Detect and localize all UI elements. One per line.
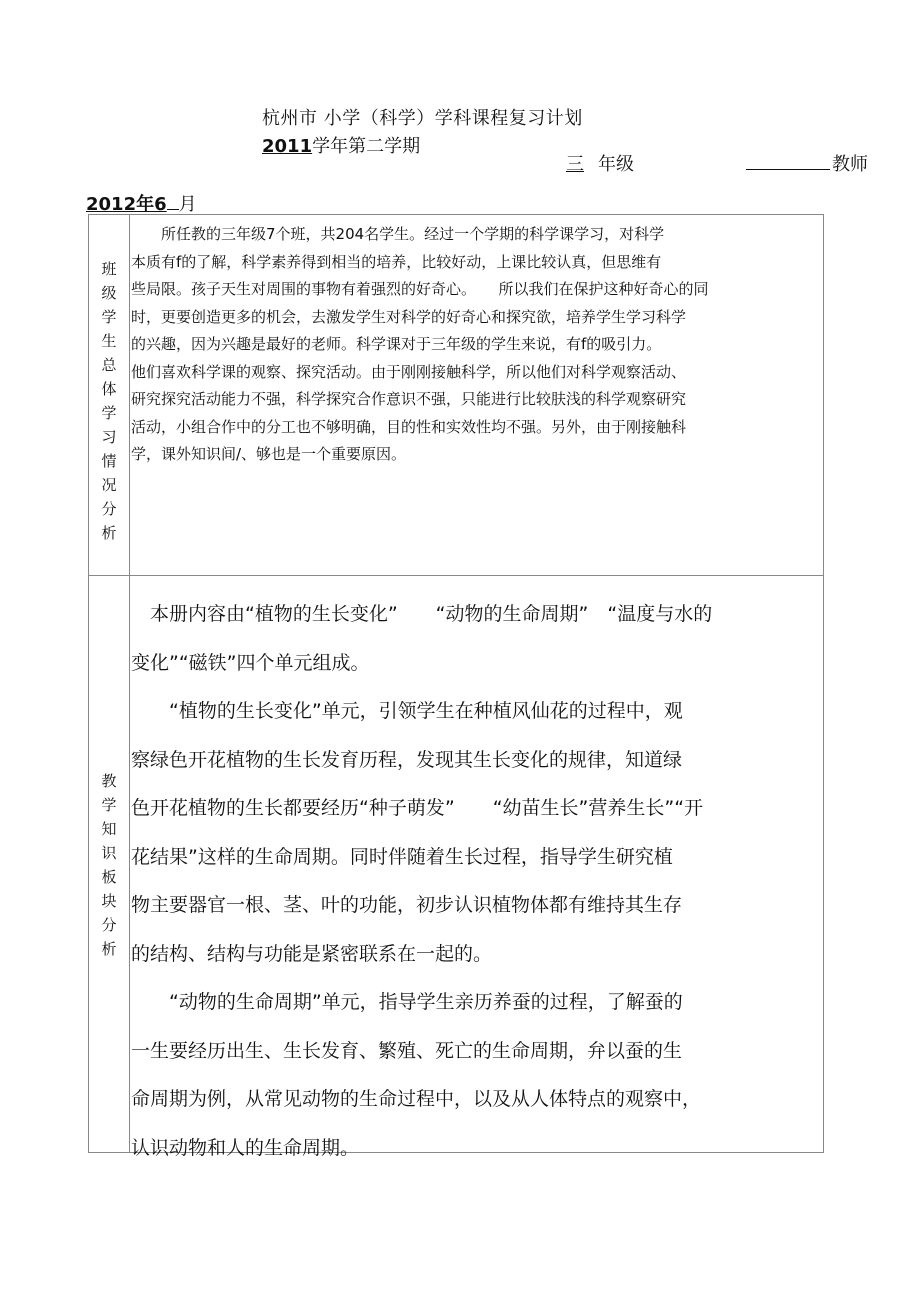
text-line: 研究探究活动能力不强，科学探究合作意识不强，只能进行比较肤浅的科学观察研究 — [131, 390, 687, 408]
label-char: 学 — [101, 308, 117, 326]
knowledge-analysis-text — [131, 590, 825, 1172]
student-analysis-text — [131, 221, 825, 469]
date-month-label: 月 — [178, 194, 197, 215]
text-line: 所任教的三年级7个班，共204名学生。经过一个学期的科学课学习，对科学 — [131, 225, 665, 243]
text-line: 命周期为例，从常见动物的生命过程中，以及从人体特点的观察中， — [131, 1088, 702, 1110]
student-analysis-label — [89, 257, 129, 545]
text-line: 时，更要创造更多的机会，去激发学生对科学的好奇心和探究欲，培养学生学习科学 — [131, 307, 687, 326]
text-line: “动物的生命周期”单元，指导学生亲历养蚕的过程，了解蚕的 — [131, 991, 683, 1013]
label-char: 知 — [101, 820, 117, 838]
school-year: 2011 — [262, 136, 313, 157]
text-line: 他们喜欢科学课的观察、探究活动。由于刚刚接触科学，所以他们对科学观察活动、 — [131, 362, 687, 381]
plan-table — [88, 214, 824, 1159]
label-char: 块 — [101, 892, 117, 910]
label-char: 分 — [101, 916, 117, 934]
label-char: 板 — [101, 868, 117, 886]
knowledge-analysis-label — [89, 769, 129, 961]
label-char: 级 — [101, 284, 117, 302]
text-line: 本质有f的了解，科学素养得到相当的培养，比较好动，上课比较认真，但思维有 — [131, 252, 662, 271]
grade-label: 年级 — [598, 154, 634, 175]
label-char: 况 — [101, 476, 117, 494]
text-line: 一生要经历出生、生长发育、繁殖、死亡的生命周期，弁以蚕的生 — [131, 1039, 683, 1062]
text-line: 变化”“磁铁”四个单元组成。 — [131, 651, 370, 674]
text-line: 认识动物和人的生命周期。 — [131, 1136, 360, 1159]
text-line: 的兴趣，因为兴趣是最好的老师。科学课对于三年级的学生来说，有f的吸引力。 — [131, 335, 662, 353]
text-line: 本册内容由“植物的生长变化” “动物的生命周期” “温度与水的 — [131, 603, 713, 625]
teacher-label: 教师 — [832, 154, 868, 175]
grade-line — [566, 150, 634, 176]
label-char: 班 — [101, 260, 117, 278]
text-line: 些局限。孩子天生对周围的事物有着强烈的好奇心。 所以我们在保护这种好奇心的同 — [131, 280, 709, 298]
text-line: 的结构、结构与功能是紧密联系在一起的。 — [131, 942, 493, 965]
date-month-number: 年6 — [136, 194, 167, 215]
label-char: 学 — [101, 404, 117, 422]
semester-label: 学年第二学期 — [312, 136, 421, 157]
label-char: 生 — [101, 332, 117, 350]
text-line: 活动，小组合作中的分工也不够明确，目的性和实效性均不强。另外，由于刚接触科 — [131, 417, 687, 436]
text-line: 色开花植物的生长都要经历“种子萌发” “幼苗生长”营养生长”“开 — [131, 797, 704, 819]
label-char: 体 — [101, 380, 117, 398]
label-char: 分 — [101, 500, 117, 518]
table-column-divider — [129, 215, 130, 1152]
label-char: 识 — [101, 844, 117, 862]
label-char: 教 — [101, 772, 117, 790]
teacher-name-blank — [746, 153, 830, 170]
label-char: 情 — [101, 452, 117, 470]
label-char: 习 — [101, 428, 117, 446]
page-title: 杭州市 小学（科学）学科课程复习计划 — [262, 108, 583, 129]
table-row-divider — [89, 575, 823, 576]
text-line: 察绿色开花植物的生长发育历程，发现其生长变化的规律，知道绿 — [131, 748, 683, 771]
semester-line — [262, 132, 420, 158]
date-year: 2012 — [86, 194, 137, 215]
label-char: 析 — [101, 524, 117, 542]
date-blank — [167, 195, 179, 210]
grade-number: 三 — [566, 154, 584, 175]
label-char: 学 — [101, 796, 117, 814]
text-line: 学，课外知识间/、够也是一个重要原因。 — [131, 445, 407, 463]
date-line — [86, 190, 197, 216]
text-line: 花结果”这样的生命周期。同时伴随着生长过程，指导学生研究植 — [131, 845, 673, 868]
label-char: 总 — [101, 356, 117, 374]
text-line: 物主要器官一根、茎、叶的功能，初步认识植物体都有维持其生存 — [131, 894, 683, 916]
teacher-line — [746, 150, 868, 176]
text-line: “植物的生长变化”单元，引领学生在种植风仙花的过程中，观 — [131, 700, 683, 722]
label-char: 析 — [101, 940, 117, 958]
